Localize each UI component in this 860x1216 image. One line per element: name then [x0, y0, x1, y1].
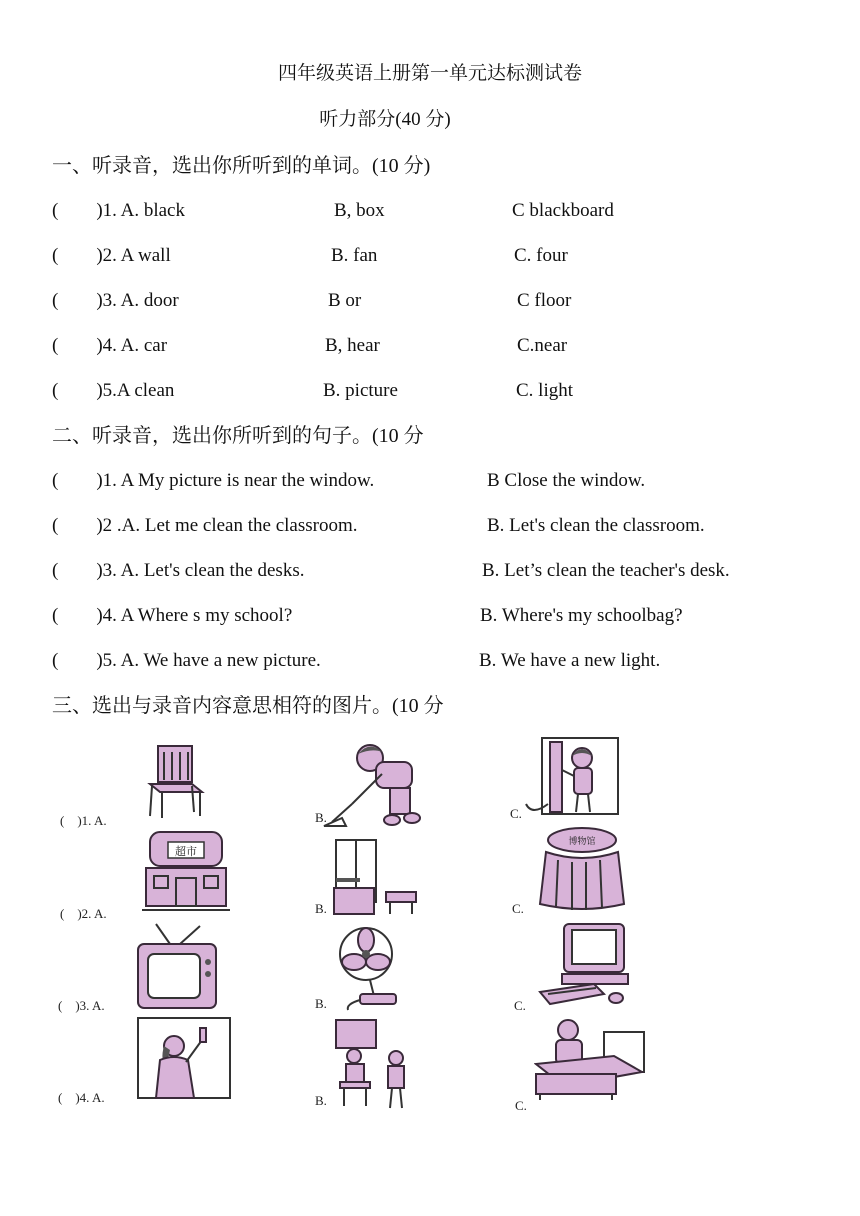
s3-row3-b-label: B. — [315, 996, 327, 1011]
s3-row3-a-label: ( )3. A. — [58, 998, 105, 1013]
s2-q3: ( )3. A. Let's clean the desks. — [52, 560, 305, 581]
girl-at-board-picture — [136, 1016, 232, 1109]
s3-row3-c-label: C. — [514, 998, 526, 1013]
desk-window-picture — [330, 832, 420, 922]
girl-closing-door-picture — [522, 736, 622, 826]
s1-q2-b: B. fan — [331, 245, 378, 266]
s1-q4-c: C.near — [517, 335, 568, 356]
s2-q5: ( )5. A. We have a new picture. — [52, 650, 321, 671]
s3-row2-a-label: ( )2. A. — [60, 906, 107, 921]
sweeping-boy-picture — [322, 740, 432, 840]
s1-q3-b: B or — [328, 290, 362, 311]
kids-picture-picture — [330, 1016, 420, 1117]
s1-q3: ( )3. A. door — [52, 290, 179, 311]
s2-q1: ( )1. A My picture is near the window. — [52, 470, 375, 491]
s1-q4-b: B, hear — [325, 335, 380, 356]
s1-q1-c: C blackboard — [512, 200, 614, 221]
chair-picture — [140, 742, 210, 825]
s1-q5-b: B. picture — [323, 380, 398, 401]
s1-q1: ( )1. A. black — [52, 200, 185, 221]
s3-row1-b-label: B. — [315, 810, 327, 825]
s3-row1-a-label: ( )1. A. — [60, 813, 107, 828]
s3-row4-a-label: ( )4. A. — [58, 1090, 105, 1105]
page-subtitle: 听力部分(40 分) — [319, 109, 451, 130]
fan-picture — [330, 924, 410, 1019]
s2-q1-b: B Close the window. — [487, 470, 646, 491]
supermarket-picture — [142, 828, 230, 921]
s1-q5: ( )5.A clean — [52, 380, 175, 401]
museum-picture — [532, 824, 632, 921]
supermarket-sign: 超市 — [175, 845, 197, 858]
s1-q2-c: C. four — [514, 245, 568, 266]
s1-q4: ( )4. A. car — [52, 335, 168, 356]
s1-q5-c: C. light — [516, 380, 574, 401]
computer-picture — [536, 920, 632, 1015]
museum-sign: 博物馆 — [568, 837, 596, 847]
section2-heading: 二、听录音，选出你所听到的句子。(10 分 — [52, 425, 424, 447]
s1-q3-c: C floor — [517, 290, 572, 311]
section1-heading: 一、听录音，选出你所听到的单词。(10 分) — [52, 155, 431, 177]
s2-q2: ( )2 .A. Let me clean the classroom. — [52, 515, 358, 536]
tv-picture — [134, 922, 220, 1017]
s3-row4-b-label: B. — [315, 1093, 327, 1108]
s2-q4: ( )4. A Where s my school? — [52, 605, 293, 626]
s2-q2-b: B. Let's clean the classroom. — [487, 515, 705, 536]
s2-q3-b: B. Let’s clean the teacher's desk. — [482, 560, 730, 581]
s3-row2-b-label: B. — [315, 901, 327, 916]
boy-on-bed-picture — [534, 1016, 646, 1107]
s3-row4-c-label: C. — [515, 1098, 527, 1113]
s2-q5-b: B. We have a new light. — [479, 650, 661, 671]
s1-q2: ( )2. A wall — [52, 245, 171, 266]
page-title: 四年级英语上册第一单元达标测试卷 — [277, 63, 582, 84]
s3-row2-c-label: C. — [512, 901, 524, 916]
s3-row1-c-label: C. — [510, 806, 522, 821]
section3-heading: 三、选出与录音内容意思相符的图片。(10 分 — [52, 695, 444, 717]
s1-q1-b: B, box — [334, 200, 385, 221]
s2-q4-b: B. Where's my schoolbag? — [480, 605, 683, 626]
